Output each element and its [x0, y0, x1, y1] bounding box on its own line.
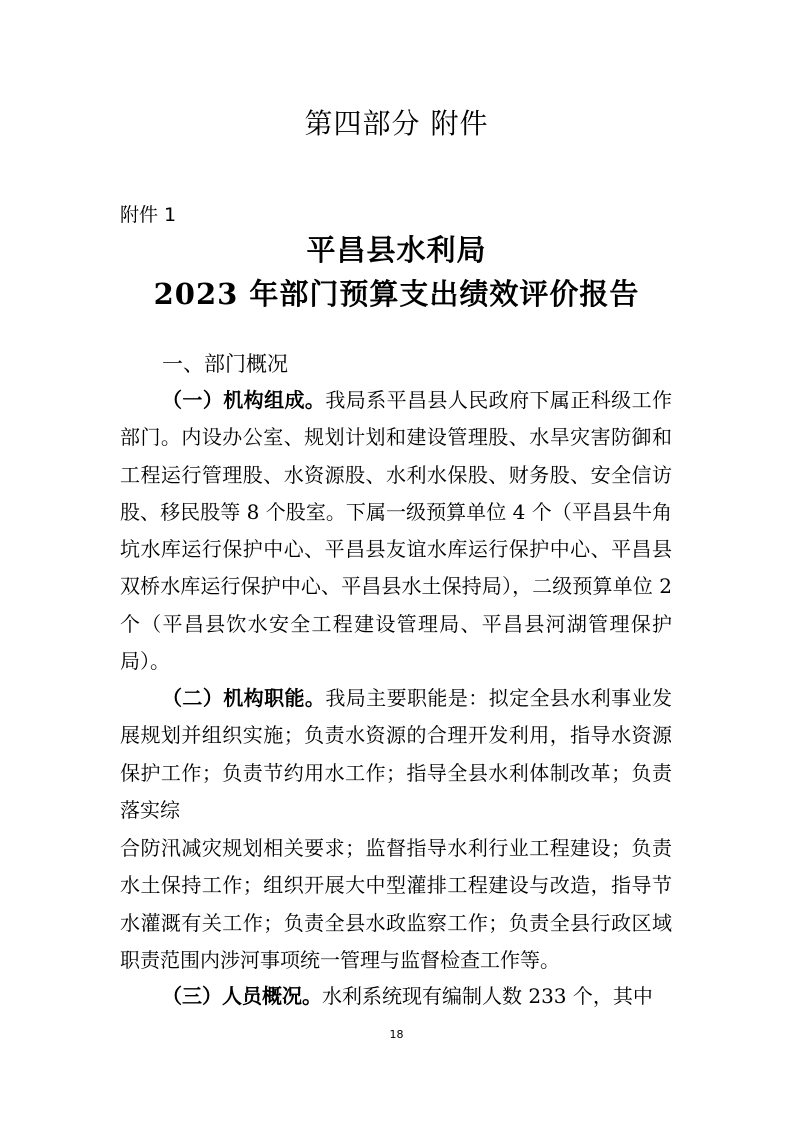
paragraph-functions	[120, 680, 672, 829]
paragraph-functions-continued	[120, 830, 672, 979]
part-title: 第四部分 附件	[304, 107, 489, 140]
paragraph-lead: （三）人员概况。	[162, 984, 322, 1008]
report-title-line2: 2023 年部门预算支出绩效评价报告	[153, 277, 640, 311]
paragraph-text: 我局主要职能是：拟定全县水利事业发展规划并组织实施；负责水资源的合理开发利用，指导水资源保护工作；负责节约用水工作；指导全县水利体制改革；负责落实综	[120, 686, 673, 822]
paragraph-text: 我局系平昌县人民政府下属正科级工作部门。内设办公室、规划计划和建设管理股、水旱灾害防御和工程运行管理股、水资源股、水利水保股、财务股、安全信访股、移民股等 8 个股室。下属一级预算单位 4 个（平昌县牛角坑水库运行保护中心、平昌县友谊水库运行保护中心、平昌县双桥水库运行保护中心、平昌县水土保持局），二级预算单位 2 个（平昌县饮水安全工程建设管理局、平昌县河湖管理保护局）。	[120, 388, 673, 674]
page-number: 18	[389, 1028, 404, 1041]
paragraph-text: 合防汛减灾规划相关要求；监督指导水利行业工程建设；负责水土保持工作；组织开展大中型灌排工程建设与改造，指导节水灌溉有关工作；负责全县水政监察工作；负责全县行政区域职责范围内涉河事项统一管理与监督检查工作等。	[120, 836, 672, 972]
paragraph-personnel	[120, 978, 672, 1015]
paragraph-lead: （二）机构职能。	[162, 686, 326, 710]
section-heading: 一、部门概况	[162, 352, 288, 376]
report-title-line1: 平昌县水利局	[306, 233, 487, 267]
paragraph-text: 水利系统现有编制人数 233 个，其中	[322, 984, 653, 1008]
paragraph-organization	[120, 382, 672, 680]
attachment-label: 附件 1	[120, 204, 177, 226]
paragraph-lead: （一）机构组成。	[162, 388, 326, 412]
